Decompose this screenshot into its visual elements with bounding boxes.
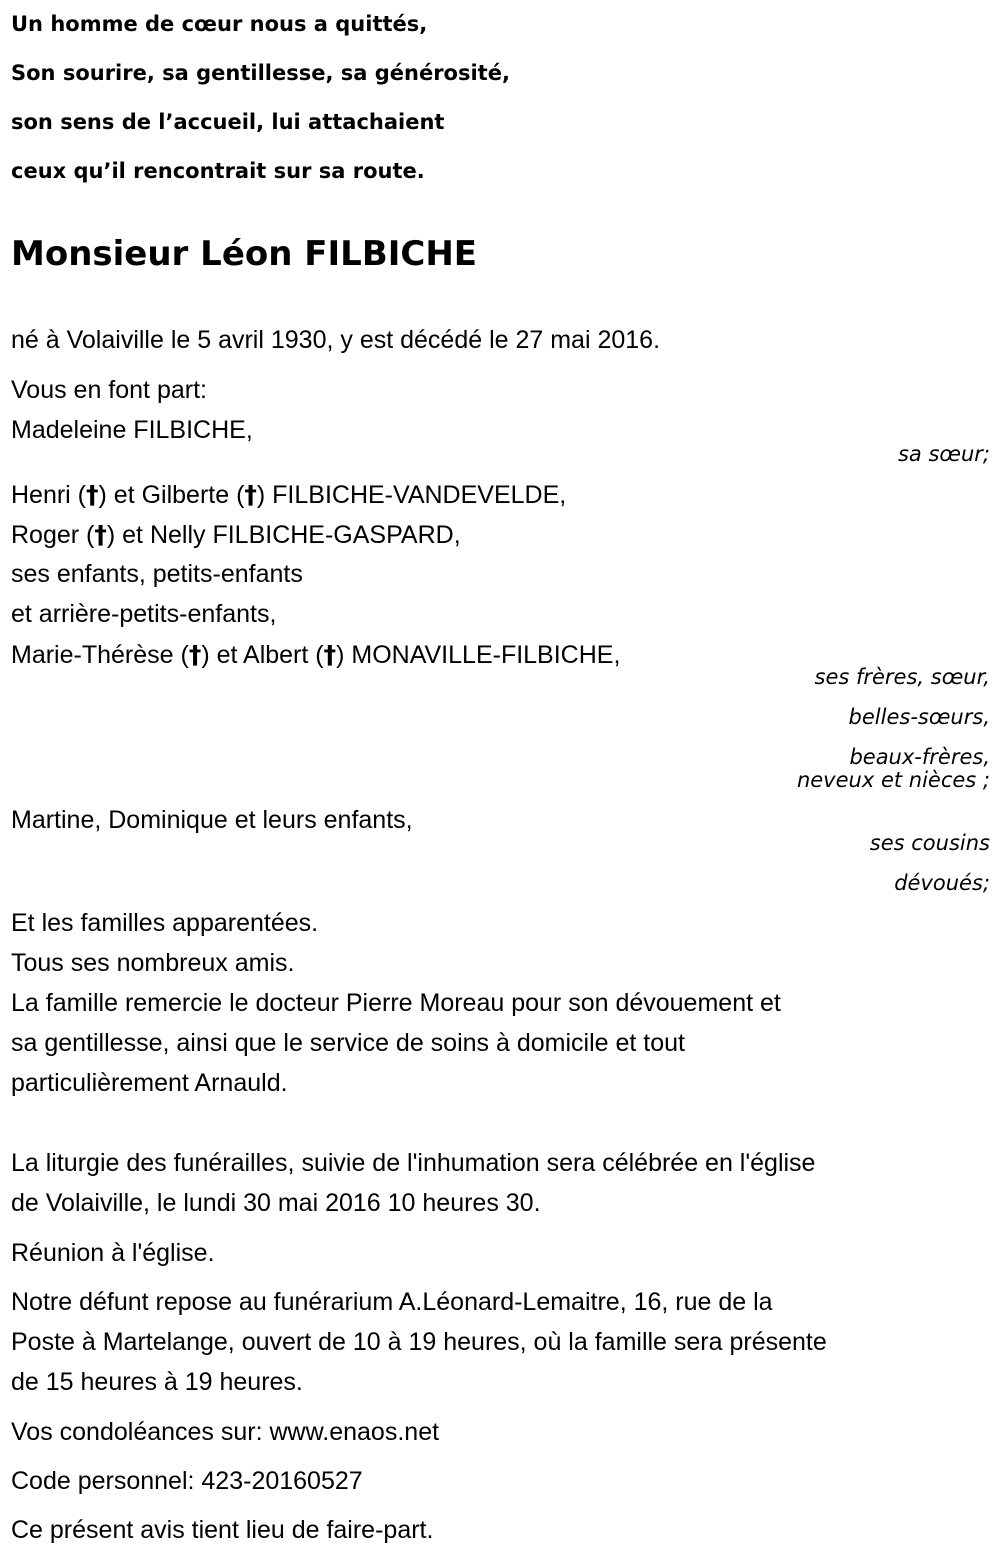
poem-line: Un homme de cœur nous a quittés,: [11, 12, 428, 36]
family-children: ses enfants, petits-enfants: [11, 560, 303, 588]
poem-line: ceux qu’il rencontrait sur sa route.: [11, 159, 425, 183]
cross-icon: †: [188, 640, 202, 669]
family-grandchildren: et arrière-petits-enfants,: [11, 600, 277, 628]
code-line: Code personnel: 423-20160527: [11, 1467, 363, 1495]
deceased-name: Monsieur Léon FILBICHE: [11, 234, 478, 274]
siblings-role: ses frères, sœur,: [814, 665, 990, 689]
families-line: Et les familles apparentées.: [11, 909, 319, 937]
repose-line: Notre défunt repose au funérarium A.Léonard-Lemaitre, 16, rue de la: [11, 1288, 773, 1316]
cousins-role: ses cousins: [869, 831, 990, 855]
intro-line: Vous en font part:: [11, 376, 207, 404]
siblings-role: beaux-frères,: [849, 745, 990, 769]
cross-icon: †: [323, 640, 337, 669]
sister-role: sa sœur;: [897, 442, 990, 466]
cousins-role: dévoués;: [894, 871, 990, 895]
siblings-role: belles-sœurs,: [848, 705, 990, 729]
family-sister: Madeleine FILBICHE,: [11, 416, 253, 444]
meeting-line: Réunion à l'église.: [11, 1239, 215, 1267]
condolences-line: Vos condoléances sur: www.enaos.net: [11, 1418, 440, 1446]
thanks-line: sa gentillesse, ainsi que le service de soins à domicile et tout: [11, 1029, 685, 1057]
liturgy-line: La liturgie des funérailles, suivie de l'inhumation sera célébrée en l'église: [11, 1149, 816, 1177]
family-cousins: Martine, Dominique et leurs enfants,: [11, 806, 413, 834]
thanks-line: La famille remercie le docteur Pierre Moreau pour son dévouement et: [11, 989, 781, 1017]
cross-icon: †: [244, 480, 257, 509]
repose-line: Poste à Martelange, ouvert de 10 à 19 heures, où la famille sera présente: [11, 1328, 827, 1356]
siblings-role: neveux et nièces ;: [796, 768, 990, 792]
notice-line: Ce présent avis tient lieu de faire-part.: [11, 1516, 434, 1544]
thanks-line: particulièrement Arnauld.: [11, 1069, 288, 1097]
family-line-marie: Marie-Thérèse (†) et Albert (†) MONAVILLE-FILBICHE,: [11, 640, 621, 669]
family-line-henri: Henri (†) et Gilberte (†) FILBICHE-VANDEVELDE,: [11, 480, 567, 509]
poem-line: Son sourire, sa gentillesse, sa générosité,: [11, 61, 510, 85]
repose-line: de 15 heures à 19 heures.: [11, 1368, 303, 1396]
poem-line: son sens de l’accueil, lui attachaient: [11, 110, 445, 134]
birth-death-line: né à Volaiville le 5 avril 1930, y est décédé le 27 mai 2016.: [11, 326, 661, 354]
friends-line: Tous ses nombreux amis.: [11, 949, 295, 977]
liturgy-line: de Volaiville, le lundi 30 mai 2016 10 heures 30.: [11, 1189, 541, 1217]
family-line-roger: Roger (†) et Nelly FILBICHE-GASPARD,: [11, 520, 461, 549]
cross-icon: †: [86, 480, 99, 509]
cross-icon: †: [94, 520, 107, 549]
